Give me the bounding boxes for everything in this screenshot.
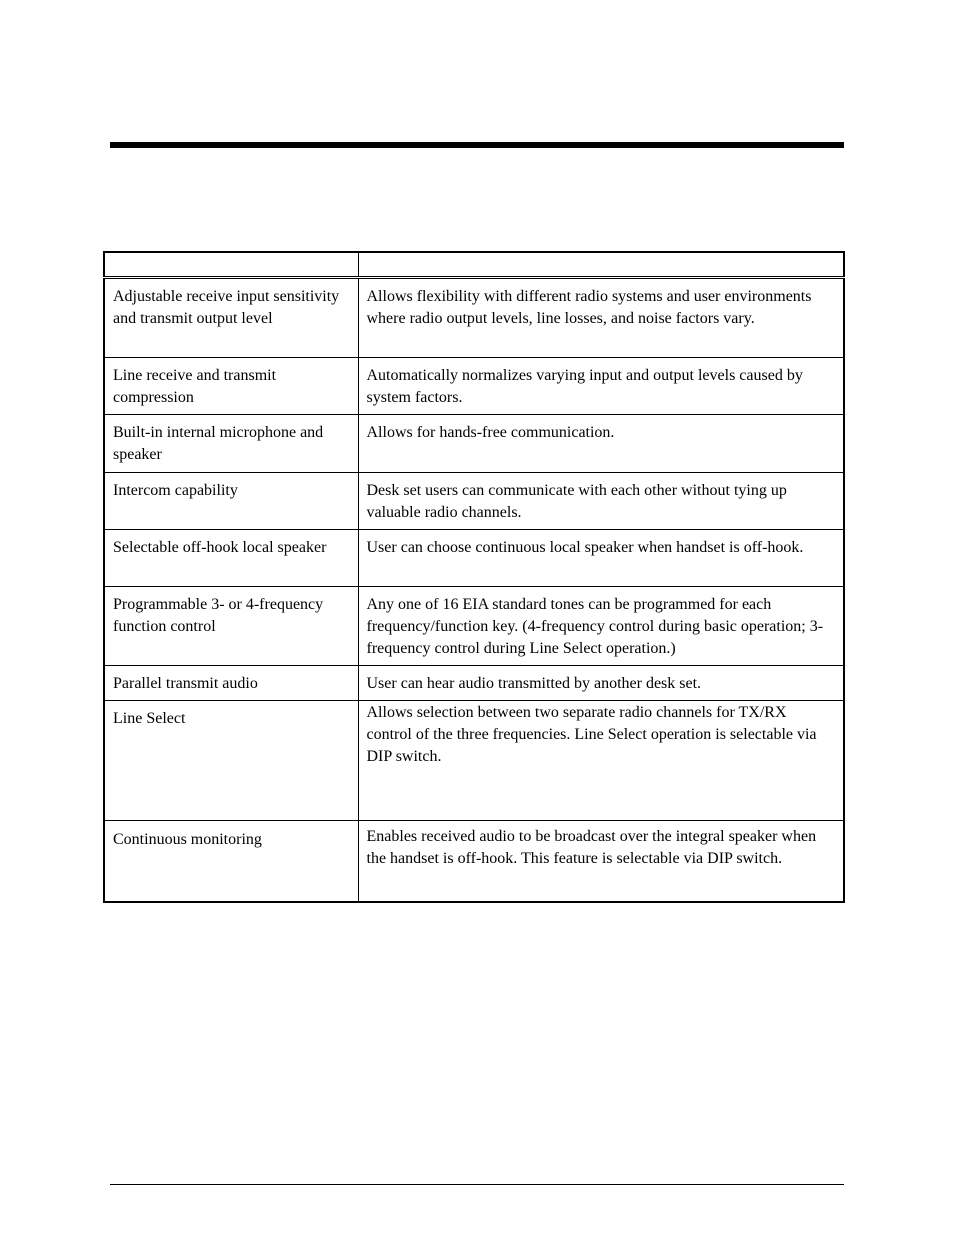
footer-rule bbox=[110, 1184, 844, 1185]
table-row bbox=[104, 821, 844, 902]
feature-cell: Line receive and transmit compression bbox=[104, 358, 358, 415]
benefit-cell: Allows for hands-free communication. bbox=[358, 415, 844, 473]
table-row bbox=[104, 278, 844, 358]
table-row bbox=[104, 666, 844, 701]
feature-cell: Selectable off-hook local speaker bbox=[104, 530, 358, 587]
table-row bbox=[104, 358, 844, 415]
table-row bbox=[104, 415, 844, 473]
benefit-cell: Desk set users can communicate with each other without tying up valuable radio channels. bbox=[358, 473, 844, 530]
table-row bbox=[104, 587, 844, 666]
feature-cell: Line Select bbox=[104, 701, 358, 821]
table-row bbox=[104, 701, 844, 821]
benefit-cell: Automatically normalizes varying input and output levels caused by system factors. bbox=[358, 358, 844, 415]
feature-column-header bbox=[104, 252, 358, 278]
feature-cell: Adjustable receive input sensitivity and transmit output level bbox=[104, 278, 358, 358]
benefit-cell: Enables received audio to be broadcast over the integral speaker when the handset is off-hook. This feature is selectable via DIP switch. bbox=[358, 821, 844, 902]
table-row bbox=[104, 473, 844, 530]
feature-cell: Programmable 3- or 4-frequency function control bbox=[104, 587, 358, 666]
table-header-row bbox=[104, 252, 844, 278]
benefit-column-header bbox=[358, 252, 844, 278]
feature-cell: Intercom capability bbox=[104, 473, 358, 530]
feature-cell: Continuous monitoring bbox=[104, 821, 358, 902]
benefit-cell: Allows flexibility with different radio systems and user environments where radio output levels, line losses, and noise factors vary. bbox=[358, 278, 844, 358]
benefit-cell: User can hear audio transmitted by another desk set. bbox=[358, 666, 844, 701]
table-row bbox=[104, 530, 844, 587]
benefit-cell: User can choose continuous local speaker when handset is off-hook. bbox=[358, 530, 844, 587]
top-rule bbox=[110, 142, 844, 148]
feature-cell: Built-in internal microphone and speaker bbox=[104, 415, 358, 473]
benefit-cell: Allows selection between two separate radio channels for TX/RX control of the three frequencies. Line Select operation is selectable via DIP switch. bbox=[358, 701, 844, 821]
feature-cell: Parallel transmit audio bbox=[104, 666, 358, 701]
benefit-cell: Any one of 16 EIA standard tones can be programmed for each frequency/function key. (4-frequency control during basic operation; 3-frequency control during Line Select operation.) bbox=[358, 587, 844, 666]
features-table bbox=[103, 251, 845, 903]
